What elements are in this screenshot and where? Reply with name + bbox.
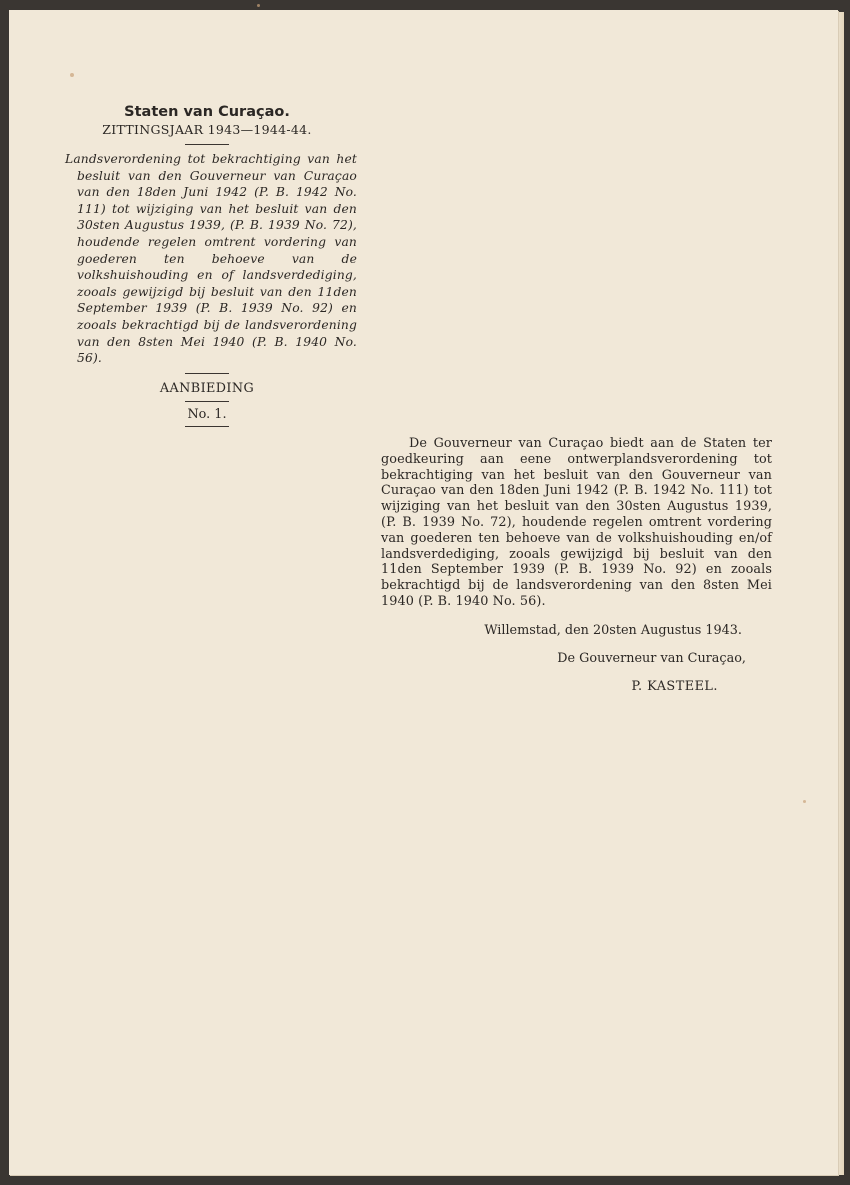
divider: [185, 426, 229, 427]
offer-paragraph: De Gouverneur van Curaçao biedt aan de Staten ter goedkeuring aan eene ontwerplandsverordening tot bekrachtiging van het besluit van den Gouverneur van Curaçao van den 18den Juni 1942 (P. B. 1942 No. 111) tot wijziging van het besluit van den 30sten Augustus 1939, (P. B. 1939 No. 72), houdende regelen omtrent vordering van goederen ten behoeve van de volkshuishouding en/of landsverdediging, zooals gewijzigd bij besluit van den 11den September 1939 (P. B. 1939 No. 92) en zooals bekrachtigd bij de landsverordening van den 8sten Mei 1940 (P. B. 1940 No. 56).: [381, 436, 772, 609]
ordinance-subject: Landsverordening tot bekrachtiging van het besluit van den Gouverneur van Curaçao van den 18den Juni 1942 (P. B. 1942 No. 111) tot wijziging van het besluit van den 30sten Augustus 1939, (P. B. 1939 No. 72), houdende regelen omtrent vordering van goederen ten behoeve van de volkshuishouding en of landsverdediging, zooals gewijzigd bij besluit van den 11den September 1939 (P. B. 1939 No. 92) en zooals bekrachtigd bij de landsverordening van den 8sten Mei 1940 (P. B. 1940 No. 56).: [65, 152, 357, 366]
session-year: ZITTINGSJAAR 1943—1944-44.: [102, 122, 312, 137]
house-title: Staten van Curaçao.: [124, 104, 290, 120]
signatory-name: P. KASTEEL.: [631, 678, 718, 694]
document-kind: AANBIEDING: [159, 380, 255, 396]
divider: [185, 144, 229, 145]
foxing-spot: [70, 73, 74, 77]
place-date: Willemstad, den 20sten Augustus 1943.: [484, 622, 742, 638]
foxing-spot: [803, 800, 806, 803]
signatory-title: De Gouverneur van Curaçao,: [557, 650, 746, 666]
foxing-spot: [257, 4, 260, 7]
document-number: No. 1.: [187, 406, 227, 422]
title-block: [57, 103, 357, 427]
divider: [185, 401, 229, 402]
divider: [185, 373, 229, 374]
offer-block: [381, 436, 772, 695]
